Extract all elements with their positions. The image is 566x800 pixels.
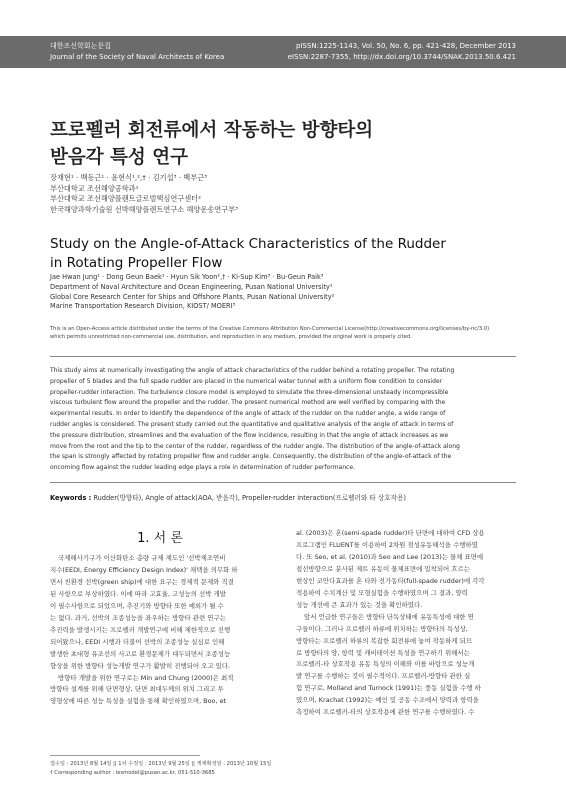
paragraph-line: 프로그램인 FLUENT를 이용하여 2차원 점성유동해석을 수행하였	[296, 540, 478, 549]
paragraph-line: 추진력을 발생시키는 프로펠러 개발연구에 비해 제한적으로 진행	[50, 625, 231, 634]
paragraph-line: 적용하여 수치계산 및 모형실험을 수행하였으며 그 결과, 양력	[296, 588, 468, 597]
paragraph-line: 로 방향타의 양, 항력 및 캐비테이션 특성을 연구하기 위해서는	[296, 648, 470, 657]
paragraph-line: 이 필수사항으로 되었으며, 추진기와 방향타 또한 예외가 될 수	[50, 601, 224, 610]
abstract-line: the span is strongly affected by rotating propeller flow and rudder angle. Consequently, the distribution of the angle-of-attack of the	[50, 453, 452, 461]
paragraph-line: 는 없다. 과거, 선박의 조종성능을 좌우하는 방향타 관련 연구는	[50, 613, 226, 622]
journal-name-ko: 대한조선학회논문집	[50, 42, 111, 50]
paragraph-line: 되어왔으나, EEDI 시행과 더불어 선박의 조종성능 실심로 인해	[50, 637, 225, 646]
journal-names	[50, 41, 224, 63]
paragraph-line: 험 연구로, Molland and Turnock (1991)는 풍동 실험을 수행 하	[296, 684, 481, 693]
paragraph-line: 발 연구를 수행하는 것이 필수적이다. 프로펠러-방향타 관한 실	[296, 672, 471, 681]
journal-identifiers	[288, 41, 516, 63]
korean-title-line: 프로펠러 회전류에서 작동하는 방향타의	[50, 120, 374, 141]
paragraph-line: 앞서 언급한 연구들은 방향타 단독상태에 유동특성에 대한 연	[304, 612, 474, 621]
korean-title	[50, 117, 373, 171]
paragraph-line: 였으며, Krachat (1992)는 예인 및 공동 수조에서 양력과 항력을	[296, 696, 479, 705]
abstract-top-rule	[50, 356, 516, 357]
paragraph-line: 방향타 설계를 위해 단면형상, 단면 최대두께의 위치 그리고 투	[50, 685, 224, 694]
english-affiliation: Department of Naval Architecture and Ocean Engineering, Pusan National University¹	[50, 282, 333, 291]
footnote-rule	[50, 755, 200, 756]
abstract-line: move from the root and the tip to the center of the rudder, regardless of the rudder angle. The distribution of the angle-of-attack along	[50, 442, 460, 450]
korean-affiliation: 부산대학교 조선해양플랜트글로벌핵심연구센터²	[50, 194, 201, 203]
paragraph-line: 현상인 코안다효과를 혼 타와 전가동타(full-spade rudder)에 각각	[296, 576, 485, 585]
paragraph-line: 프로펠러-타 상호작용 유동 특성의 이해와 이를 바탕으로 성능개	[296, 660, 475, 669]
footnotes	[50, 760, 271, 777]
english-affiliation: Marine Transportation Research Division, KIOST/ MOERI³	[50, 302, 236, 311]
english-title-line: Study on the Angle-of-Attack Characteristics of the Rudder	[50, 236, 446, 252]
korean-author-list: 장재현¹ · 백동근¹ · 윤현식¹,²,† · 김기섭³ · 백부근³	[50, 173, 208, 182]
abstract-line: oncoming flow against the rudder leading edge plays a role in determination of rudder performance.	[50, 464, 356, 472]
journal-name-en: Journal of the Society of Naval Architects of Korea	[50, 53, 225, 61]
abstract-line: propeller of 5 blades and the full spade rudder are placed in the numerical water tunnel with a uniform flow condition to consider	[50, 377, 443, 385]
paragraph-line: 향상을 위한 방향타 성능개발 연구가 활발히 진행되어 오고 있다.	[50, 661, 231, 670]
english-authors-affiliations	[50, 273, 334, 312]
paragraph-line: 발생한 초대형 유조선의 사고로 환경문제가 대두되면서 조종성능	[50, 649, 231, 658]
paragraph-line: 성능 개선에 큰 효과가 있는 것을 확인하였다.	[296, 600, 423, 609]
license-line: This is an Open-Access article distributed under the terms of the Creative Commons Attribution Non-Commercial License(http://creativecommons.org/licenses/by-nc/3.0)	[50, 326, 490, 332]
paragraph-line: 접선방향으로 분사된 제트 유동이 물체표면에 밀착되어 흐르는	[296, 564, 470, 573]
abstract-line: rudder angles is considered. The present study carried out the quantitative and qualitative analysis of the angle of attack in terms of	[50, 420, 454, 428]
korean-affiliation: 부산대학교 조선해양공학과¹	[50, 183, 139, 193]
english-author-list: Jae Hwan Jung¹ · Dong Geun Baek¹ · Hyun Sik Yoon²,† · Ki-Sup Kim³ · Bu-Geun Paik³	[50, 273, 324, 281]
abstract-bottom-rule	[50, 482, 516, 483]
english-title	[50, 235, 446, 272]
license-line: which permits unrestricted non-commercial use, distribution, and reproduction in any medium, provided the original work is properly cited.	[50, 334, 412, 340]
abstract-line: experimental results. In order to identify the dependence of the angle of attack of the rudder on the rudder angle, a wide range of	[50, 410, 446, 418]
paragraph-line: al. (2003)은 혼(semi-spade rudder)타 단면에 대하여 CFD 상용	[296, 529, 485, 537]
paragraph-line: 방향타 개발을 위한 연구로는 Min and Chung (2000)은 최적	[58, 673, 234, 682]
eissn-doi-line[interactable]: eISSN:2287-7355, http://dx.doi.org/10.3744/SNAK.2013.50.6.421	[287, 53, 516, 61]
section-heading-introduction: 1. 서 론	[137, 531, 183, 546]
keywords	[50, 492, 406, 502]
paragraph-line: 면서 친환경 선박(green ship)에 대한 요구는 경제적 문제와 직결	[50, 577, 234, 586]
paragraph-line: 구들이다. 그러나 프로펠러 하류에 위치하는 방향타의 특성상,	[296, 624, 468, 633]
paragraph-line: 측정하여 프로펠러-타의 상호작용에 관한 연구를 수행하였다. 수	[296, 708, 475, 717]
paragraph-line: 된 사항으로 부상하였다. 이에 따라 고효율, 고성능의 선박 개발	[50, 589, 226, 598]
paragraph-line: 방향타는 프로펠러 하류의 복잡한 회전류에 놓여 작동하게 되므	[296, 636, 473, 645]
abstract-line: the pressure distribution, streamlines and the evaluation of the flow incidence, resulting in that the angle of attack increases as we	[50, 431, 449, 439]
left-text-column	[50, 553, 270, 708]
abstract-line: propeller-rudder interaction. The turbulence closure model is employed to simulate the three-dimensional unsteady incompressible	[50, 388, 449, 396]
right-text-column	[296, 528, 516, 719]
english-title-line: in Rotating Propeller Flow	[50, 254, 223, 271]
corresponding-author: † Corresponding author : lesmodel@pusan.ac.kr, 051-510-3685	[50, 769, 215, 776]
paragraph-line: 영형상에 따른 성능 특성을 실험을 통해 확인하였으며, Boo, et	[50, 697, 227, 706]
paragraph-line: 지수(EEDI, Energy Efficiency Design Index)' 채택을 의무화 하	[50, 565, 238, 574]
journal-header-bar	[0, 36, 566, 68]
paragraph-line: 다. 또 Seo, et al. (2010)과 Seo and Lee (2013)는 물체 표면에	[296, 552, 484, 561]
keywords-text: Rudder(방향타), Angle of attack(AOA, 받음각), Propeller-rudder interaction(프로펠러와 타 상호작용)	[93, 494, 406, 502]
pissn-line: pISSN:1225-1143, Vol. 50, No. 6, pp. 421-428, December 2013	[296, 42, 516, 50]
abstract	[50, 366, 516, 474]
abstract-line: viscous turbulent flow around the propeller and the rudder. The present numerical method are well verified by comparing with the	[50, 399, 446, 407]
korean-title-line: 받음각 특성 연구	[50, 147, 188, 168]
keywords-label: Keywords :	[50, 494, 92, 502]
english-affiliation: Global Core Research Center for Ships and Offshore Plants, Pusan National University²	[50, 292, 335, 301]
abstract-line: This study aims at numerically investigating the angle of attack characteristics of the rudder behind a rotating propeller. The rotating	[50, 367, 455, 374]
korean-authors-affiliations	[50, 173, 238, 215]
korean-affiliation: 한국해양과학기술원 선박해양플랜트연구소 해양운송연구부³	[50, 204, 238, 214]
paragraph-line: 국제해사기구가 이산화탄소 총량 규제 제도인 '선박제조연비	[58, 554, 226, 562]
license-notice	[50, 325, 516, 341]
received-dates: 접수일 : 2013년 8월 14일 || 1차 수정일 : 2013년 9월 25일 || 게재확정일 : 2013년 10월 15일	[50, 761, 272, 767]
